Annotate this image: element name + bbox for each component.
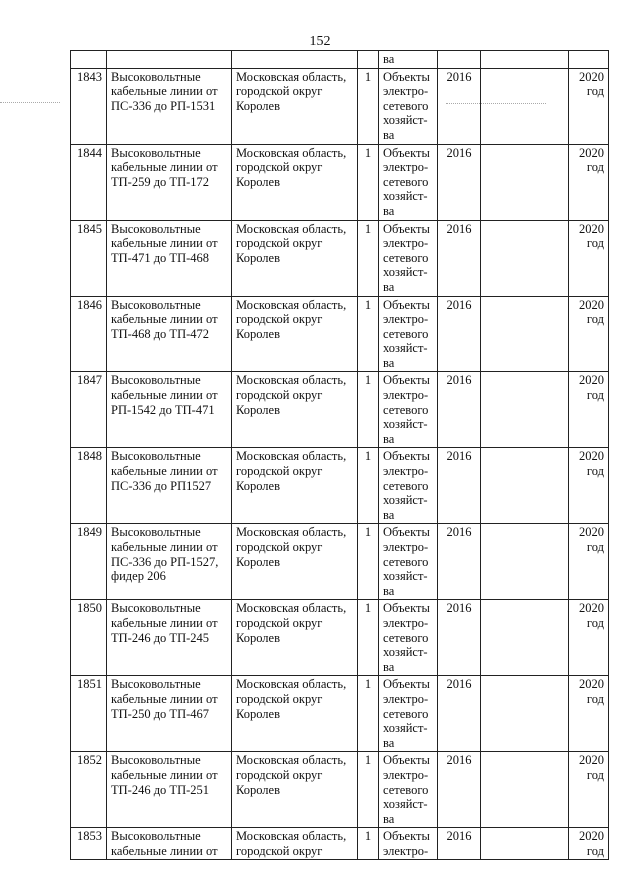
continuation-row (71, 51, 609, 69)
cell-type: Объекты электро- сетевого хозяйст- ва (379, 372, 438, 448)
cell-year: 2016 (438, 676, 481, 752)
cell-type: Объекты электро- сетевого хозяйст- ва (379, 68, 438, 144)
cell-date: 2020 год (569, 144, 609, 220)
cell-qty (358, 51, 379, 69)
table-row (71, 220, 609, 296)
cell-num: 1850 (71, 600, 107, 676)
cell-num: 1844 (71, 144, 107, 220)
cell-date: 2020 год (569, 524, 609, 600)
table-row (71, 68, 609, 144)
cell-type: Объекты электро- сетевого хозяйст- ва (379, 448, 438, 524)
cell-note (481, 296, 569, 372)
cell-num: 1846 (71, 296, 107, 372)
cell-name (107, 51, 232, 69)
cell-qty: 1 (358, 296, 379, 372)
cell-num (71, 51, 107, 69)
cell-num: 1849 (71, 524, 107, 600)
table-row (71, 676, 609, 752)
cell-location (232, 51, 358, 69)
cell-year: 2016 (438, 448, 481, 524)
cell-qty: 1 (358, 448, 379, 524)
cell-name: Высоковольтные кабельные линии от ПС-336 до РП-1531 (107, 68, 232, 144)
cell-name: Высоковольтные кабельные линии от ТП-259 до ТП-172 (107, 144, 232, 220)
cell-note (481, 752, 569, 828)
cell-type: Объекты электро- сетевого хозяйст- ва (379, 752, 438, 828)
cell-qty: 1 (358, 372, 379, 448)
cell-year: 2016 (438, 296, 481, 372)
cell-type: Объекты электро- (379, 828, 438, 860)
scan-artifact (0, 102, 60, 103)
cell-name: Высоковольтные кабельные линии от ТП-246 до ТП-245 (107, 600, 232, 676)
cell-year: 2016 (438, 372, 481, 448)
cell-name: Высоковольтные кабельные линии от ПС-336 до РП1527 (107, 448, 232, 524)
cell-num: 1851 (71, 676, 107, 752)
cell-date: 2020 год (569, 676, 609, 752)
cell-note (481, 68, 569, 144)
cell-note (481, 220, 569, 296)
cell-date: 2020 год (569, 220, 609, 296)
cell-type: Объекты электро- сетевого хозяйст- ва (379, 144, 438, 220)
cell-location: Московская область, городской округ Королев (232, 752, 358, 828)
cell-location: Московская область, городской округ (232, 828, 358, 860)
cell-date: 2020 год (569, 600, 609, 676)
cell-location: Московская область, городской округ Королев (232, 144, 358, 220)
cell-qty: 1 (358, 524, 379, 600)
cell-note (481, 676, 569, 752)
cell-num: 1848 (71, 448, 107, 524)
cell-date: 2020 год (569, 296, 609, 372)
cell-name: Высоковольтные кабельные линии от ПС-336 до РП-1527, фидер 206 (107, 524, 232, 600)
cell-qty: 1 (358, 676, 379, 752)
cell-note (481, 600, 569, 676)
cell-qty: 1 (358, 68, 379, 144)
cell-year: 2016 (438, 828, 481, 860)
registry-body (71, 51, 609, 860)
cell-qty: 1 (358, 752, 379, 828)
table-row (71, 524, 609, 600)
cell-name: Высоковольтные кабельные линии от РП-1542 до ТП-471 (107, 372, 232, 448)
cell-type: Объекты электро- сетевого хозяйст- ва (379, 296, 438, 372)
table-row (71, 600, 609, 676)
cell-name: Высоковольтные кабельные линии от ТП-471 до ТП-468 (107, 220, 232, 296)
cell-date: 2020 год (569, 372, 609, 448)
cell-date (569, 51, 609, 69)
cell-year: 2016 (438, 144, 481, 220)
cell-note (481, 828, 569, 860)
cell-year (438, 51, 481, 69)
cell-name: Высоковольтные кабельные линии от ТП-246 до ТП-251 (107, 752, 232, 828)
table-row (71, 144, 609, 220)
cell-num: 1843 (71, 68, 107, 144)
cell-location: Московская область, городской округ Королев (232, 600, 358, 676)
cell-year: 2016 (438, 220, 481, 296)
cell-note (481, 524, 569, 600)
cell-type: ва (379, 51, 438, 69)
table-row (71, 296, 609, 372)
cell-location: Московская область, городской округ Королев (232, 372, 358, 448)
cell-type: Объекты электро- сетевого хозяйст- ва (379, 524, 438, 600)
cell-note (481, 144, 569, 220)
cell-name: Высоковольтные кабельные линии от ТП-250 до ТП-467 (107, 676, 232, 752)
cell-type: Объекты электро- сетевого хозяйст- ва (379, 600, 438, 676)
cell-num: 1847 (71, 372, 107, 448)
cell-num: 1845 (71, 220, 107, 296)
cell-location: Московская область, городской округ Королев (232, 296, 358, 372)
cell-num: 1853 (71, 828, 107, 860)
registry-table (70, 50, 609, 860)
page-number: 152 (309, 34, 331, 49)
cell-location: Московская область, городской округ Королев (232, 524, 358, 600)
cell-date: 2020 год (569, 448, 609, 524)
cell-year: 2016 (438, 600, 481, 676)
cell-year: 2016 (438, 524, 481, 600)
table-row (71, 448, 609, 524)
cell-year: 2016 (438, 68, 481, 144)
cell-name: Высоковольтные кабельные линии от ТП-468 до ТП-472 (107, 296, 232, 372)
cell-date: 2020 год (569, 68, 609, 144)
cell-note (481, 448, 569, 524)
cell-note (481, 372, 569, 448)
cell-location: Московская область, городской округ Королев (232, 676, 358, 752)
cell-type: Объекты электро- сетевого хозяйст- ва (379, 220, 438, 296)
cell-year: 2016 (438, 752, 481, 828)
cell-qty: 1 (358, 600, 379, 676)
cell-location: Московская область, городской округ Королев (232, 220, 358, 296)
cell-date: 2020 год (569, 752, 609, 828)
cell-name: Высоковольтные кабельные линии от (107, 828, 232, 860)
cell-date: 2020 год (569, 828, 609, 860)
cell-location: Московская область, городской округ Королев (232, 68, 358, 144)
cell-qty: 1 (358, 144, 379, 220)
table-row (71, 372, 609, 448)
table-row (71, 828, 609, 860)
cell-qty: 1 (358, 220, 379, 296)
cell-location: Московская область, городской округ Королев (232, 448, 358, 524)
cell-qty: 1 (358, 828, 379, 860)
cell-type: Объекты электро- сетевого хозяйст- ва (379, 676, 438, 752)
cell-num: 1852 (71, 752, 107, 828)
table-row (71, 752, 609, 828)
cell-note (481, 51, 569, 69)
